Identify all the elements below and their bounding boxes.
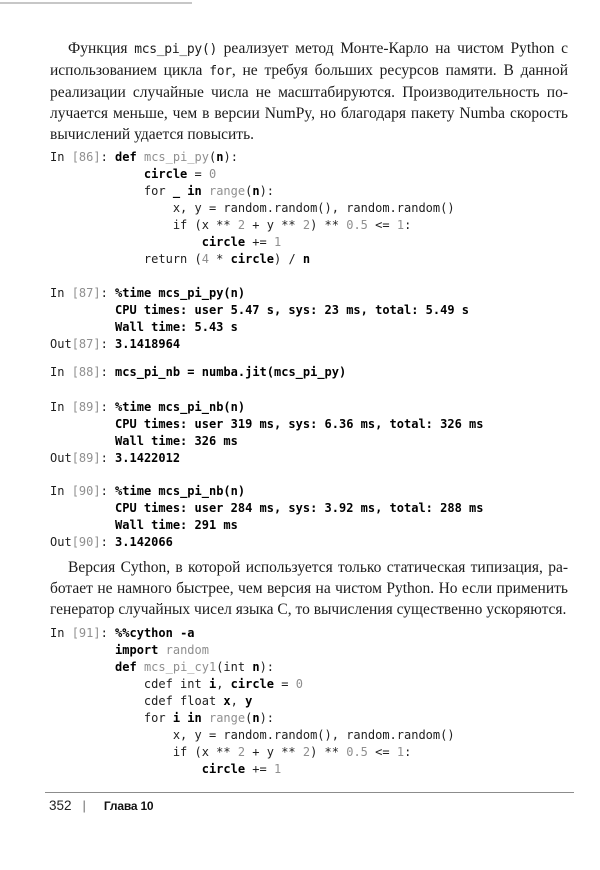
text-segment: : bbox=[100, 365, 116, 379]
text-segment: n bbox=[252, 660, 260, 674]
code-line bbox=[50, 625, 568, 642]
code-line bbox=[50, 642, 568, 659]
page-footer bbox=[49, 798, 153, 813]
chapter-label: Глава 10 bbox=[103, 799, 154, 813]
text-segment: ботает не намного быстрее, чем версия на чистом Python. Но если применить bbox=[50, 580, 568, 597]
text-segment: ( bbox=[245, 184, 253, 198]
text-segment: mcs_pi_cy1 bbox=[143, 660, 217, 674]
text-segment: i in bbox=[172, 711, 202, 725]
code-line bbox=[50, 149, 568, 166]
code-cell-86 bbox=[50, 149, 568, 268]
text-segment: Out bbox=[50, 535, 72, 549]
code-line bbox=[50, 302, 568, 319]
text-segment: x, y = random.random(), random.random() bbox=[50, 728, 455, 742]
text-segment: 1 bbox=[396, 218, 405, 232]
text-segment: [87] bbox=[71, 337, 101, 351]
code-line bbox=[50, 710, 568, 727]
text-segment: def bbox=[115, 660, 137, 674]
code-cell-88 bbox=[50, 364, 568, 381]
text-segment: использованием цикла bbox=[50, 62, 210, 79]
text-segment: : bbox=[100, 535, 116, 549]
text-segment: : bbox=[404, 218, 412, 232]
text-segment: ): bbox=[259, 711, 275, 725]
code-line bbox=[50, 336, 568, 353]
code-line bbox=[50, 319, 568, 336]
code-line bbox=[50, 693, 568, 710]
text-segment: import bbox=[115, 643, 159, 657]
scan-artifact-line bbox=[0, 2, 192, 4]
text-segment bbox=[137, 150, 144, 164]
text-segment: def bbox=[115, 150, 137, 164]
text-segment: : bbox=[100, 150, 116, 164]
text-segment: : bbox=[100, 626, 116, 640]
cython-paragraph bbox=[50, 557, 568, 620]
text-segment: 2 bbox=[302, 745, 311, 759]
text-segment: [88] bbox=[71, 365, 101, 379]
code-line bbox=[50, 234, 568, 251]
text-segment: x, y = random.random(), random.random() bbox=[50, 201, 455, 215]
text-segment bbox=[50, 643, 115, 657]
text-segment: x bbox=[223, 694, 231, 708]
code-line bbox=[50, 433, 568, 450]
text-segment: y bbox=[245, 694, 253, 708]
text-segment: 0 bbox=[208, 167, 217, 181]
text-segment: Out bbox=[50, 451, 72, 465]
text-segment: ): bbox=[259, 184, 275, 198]
text-segment bbox=[202, 184, 209, 198]
text-segment: [87] bbox=[71, 286, 101, 300]
code-line bbox=[50, 416, 568, 433]
text-segment: , не требуя больших ресурсов памяти. В данной bbox=[231, 62, 568, 79]
text-segment: for bbox=[209, 64, 232, 79]
text-segment: [89] bbox=[71, 400, 101, 414]
text-segment: cdef int bbox=[50, 677, 209, 691]
text-segment: i bbox=[208, 677, 217, 691]
text-segment: return ( bbox=[50, 252, 202, 266]
code-line bbox=[50, 217, 568, 234]
text-segment: n bbox=[216, 150, 224, 164]
text-segment: ): bbox=[223, 150, 238, 164]
text-segment: mcs_pi_py() bbox=[134, 42, 217, 57]
page-number: 352 bbox=[49, 798, 72, 813]
text-segment: ): bbox=[259, 660, 275, 674]
text-segment: for bbox=[50, 711, 173, 725]
text-segment: ) / bbox=[274, 252, 303, 266]
text-segment bbox=[50, 660, 115, 674]
text-segment: * bbox=[208, 252, 231, 266]
code-line bbox=[50, 659, 568, 676]
text-segment: In bbox=[50, 365, 72, 379]
text-segment: n bbox=[302, 252, 311, 266]
code-line bbox=[50, 450, 568, 467]
code-line bbox=[50, 183, 568, 200]
text-line bbox=[50, 103, 568, 124]
text-segment: : bbox=[100, 337, 116, 351]
text-line bbox=[50, 38, 568, 60]
text-segment: Версия Cython, в которой используется только статическая типизация, ра- bbox=[68, 559, 568, 576]
code-line bbox=[50, 500, 568, 517]
text-segment: 4 bbox=[201, 252, 209, 266]
page-content bbox=[50, 38, 568, 778]
code-line bbox=[50, 483, 568, 500]
text-segment: Функция bbox=[68, 40, 135, 57]
text-segment: : bbox=[404, 745, 412, 759]
text-segment: 1 bbox=[396, 745, 405, 759]
text-segment: if (x ** bbox=[50, 218, 238, 232]
code-cell-91 bbox=[50, 625, 568, 778]
text-segment: 3.1418964 bbox=[115, 337, 181, 351]
code-line bbox=[50, 517, 568, 534]
text-segment: circle bbox=[230, 252, 274, 266]
text-segment: = bbox=[187, 167, 209, 181]
text-segment: circle bbox=[143, 167, 188, 181]
text-segment: лучается меньше, чем в версии NumPy, но благодаря пакету Numba скорость bbox=[50, 105, 568, 122]
code-line bbox=[50, 251, 568, 268]
code-line bbox=[50, 364, 568, 381]
text-segment: 3.1422012 bbox=[115, 451, 181, 465]
text-segment: CPU times: user 284 ms, sys: 3.92 ms, total: 288 ms bbox=[50, 501, 484, 515]
text-segment: In bbox=[50, 150, 72, 164]
text-segment: ) ** bbox=[310, 745, 347, 759]
intro-paragraph bbox=[50, 38, 568, 145]
text-segment: circle bbox=[201, 235, 246, 249]
text-segment: : bbox=[100, 286, 116, 300]
text-segment bbox=[50, 167, 144, 181]
text-line bbox=[50, 599, 568, 620]
text-segment: += bbox=[245, 235, 274, 249]
footer-divider: | bbox=[82, 798, 86, 813]
text-segment: %time mcs_pi_nb(n) bbox=[115, 400, 246, 414]
text-segment: вычислений удается повысить. bbox=[50, 126, 255, 143]
text-segment: In bbox=[50, 286, 72, 300]
text-segment: + y ** bbox=[245, 218, 303, 232]
text-segment: In bbox=[50, 484, 72, 498]
text-segment: [90] bbox=[71, 484, 101, 498]
text-segment: [89] bbox=[71, 451, 101, 465]
text-segment: Out bbox=[50, 337, 72, 351]
text-segment: реализации случайные числа не масштабируются. Производительность по- bbox=[50, 84, 568, 101]
footer-rule bbox=[45, 792, 574, 793]
text-segment: %%cython -a bbox=[115, 626, 195, 640]
text-segment: (int bbox=[216, 660, 253, 674]
text-segment: cdef float bbox=[50, 694, 224, 708]
text-segment: реализует метод Монте-Карло на чистом Python с bbox=[217, 40, 568, 57]
text-segment: In bbox=[50, 626, 72, 640]
text-segment: += bbox=[245, 762, 274, 776]
text-segment: 0.5 bbox=[346, 745, 368, 759]
text-line bbox=[50, 82, 568, 103]
text-segment bbox=[50, 235, 202, 249]
text-segment: Wall time: 291 ms bbox=[50, 518, 238, 532]
code-line bbox=[50, 676, 568, 693]
code-cell-89 bbox=[50, 399, 568, 467]
text-segment: = bbox=[274, 677, 296, 691]
text-segment: Wall time: 5.43 s bbox=[50, 320, 238, 334]
code-line bbox=[50, 744, 568, 761]
text-segment: 1 bbox=[273, 762, 282, 776]
text-segment: 2 bbox=[237, 745, 246, 759]
code-line bbox=[50, 727, 568, 744]
text-segment: [91] bbox=[71, 626, 101, 640]
text-segment bbox=[50, 762, 202, 776]
text-segment: 0.5 bbox=[346, 218, 368, 232]
code-line bbox=[50, 166, 568, 183]
text-segment: 2 bbox=[302, 218, 311, 232]
text-line bbox=[50, 124, 568, 145]
code-cell-87 bbox=[50, 285, 568, 353]
text-segment: mcs_pi_py bbox=[143, 150, 209, 164]
code-line bbox=[50, 200, 568, 217]
text-segment: random bbox=[165, 643, 209, 657]
text-segment: range bbox=[208, 184, 246, 198]
text-segment: range bbox=[208, 711, 246, 725]
text-segment: <= bbox=[367, 218, 397, 232]
text-segment: + y ** bbox=[245, 745, 303, 759]
text-line bbox=[50, 557, 568, 578]
text-segment: : bbox=[100, 484, 116, 498]
text-segment: ( bbox=[245, 711, 253, 725]
text-segment: CPU times: user 319 ms, sys: 6.36 ms, total: 326 ms bbox=[50, 417, 484, 431]
text-segment: <= bbox=[367, 745, 397, 759]
text-segment: [86] bbox=[71, 150, 101, 164]
code-line bbox=[50, 761, 568, 778]
text-segment: CPU times: user 5.47 s, sys: 23 ms, total: 5.49 s bbox=[50, 303, 470, 317]
text-segment: for bbox=[50, 184, 173, 198]
text-segment: : bbox=[100, 400, 116, 414]
text-segment: In bbox=[50, 400, 72, 414]
text-segment: 3.142066 bbox=[115, 535, 173, 549]
text-line bbox=[50, 60, 568, 82]
text-segment: : bbox=[100, 451, 116, 465]
text-segment: %time mcs_pi_py(n) bbox=[115, 286, 246, 300]
text-segment: n bbox=[252, 184, 260, 198]
text-segment bbox=[202, 711, 209, 725]
text-segment bbox=[158, 643, 165, 657]
text-line bbox=[50, 578, 568, 599]
text-segment: circle bbox=[230, 677, 274, 691]
text-segment: [90] bbox=[71, 535, 101, 549]
text-segment: if (x ** bbox=[50, 745, 238, 759]
code-cell-90 bbox=[50, 483, 568, 551]
code-line bbox=[50, 285, 568, 302]
text-segment: circle bbox=[201, 762, 246, 776]
text-segment: , bbox=[230, 694, 246, 708]
text-segment: 0 bbox=[295, 677, 303, 691]
text-segment: генератор случайных чисел языка C, то вычисления существенно ускоряются. bbox=[50, 601, 567, 618]
text-segment bbox=[137, 660, 144, 674]
text-segment: _ in bbox=[172, 184, 202, 198]
text-segment: ) ** bbox=[310, 218, 347, 232]
code-line bbox=[50, 534, 568, 551]
text-segment: Wall time: 326 ms bbox=[50, 434, 238, 448]
text-segment: n bbox=[252, 711, 260, 725]
text-segment: mcs_pi_nb = numba.jit(mcs_pi_py) bbox=[115, 365, 347, 379]
text-segment: %time mcs_pi_nb(n) bbox=[115, 484, 246, 498]
text-segment: 1 bbox=[273, 235, 282, 249]
text-segment: 2 bbox=[237, 218, 246, 232]
text-segment: ( bbox=[209, 150, 217, 164]
text-segment: , bbox=[216, 677, 231, 691]
code-line bbox=[50, 399, 568, 416]
